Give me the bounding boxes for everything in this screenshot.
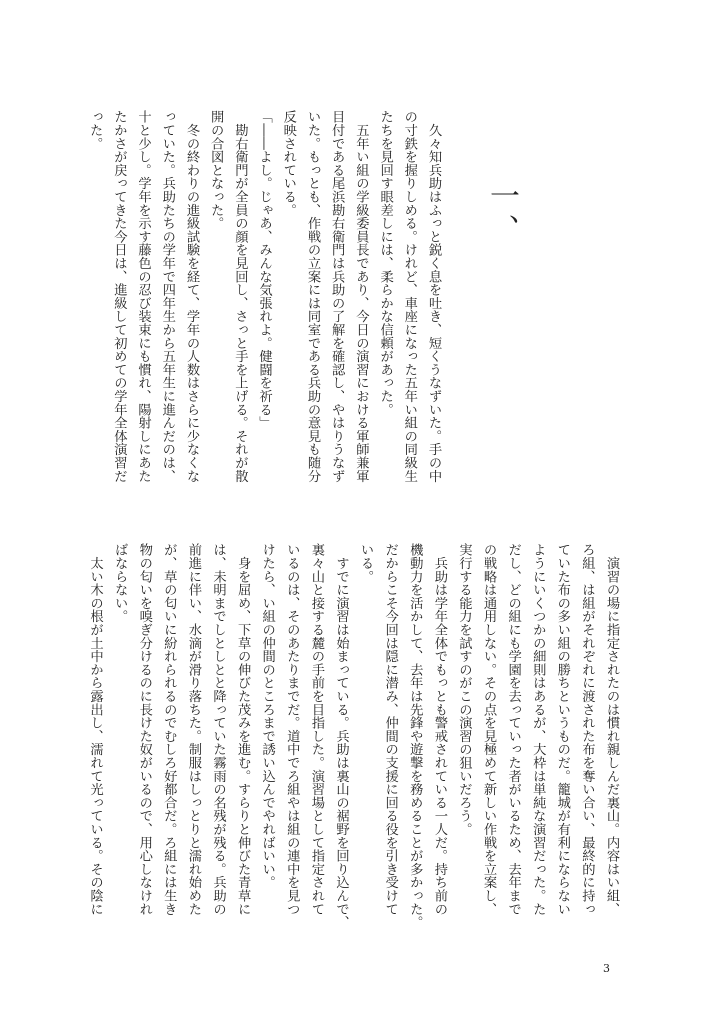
text-line: った。 — [87, 110, 103, 150]
text-line: けたら、い組の仲間のところまで誘い込んでやればいい。 — [259, 543, 275, 889]
text-line: 身を屈め、下草の伸びた茂みを進む。すらりと伸びた青草に — [235, 543, 251, 916]
text-line: ようにいくつかの細則はあるが、大枠は単純な演習だった。た — [530, 543, 546, 916]
text-line: 機動力を活かして、去年は先鋒や遊撃を務めることが多かった。 — [407, 543, 423, 929]
text-line: だし、どの組にも学園を去っていった者がいるため、去年まで — [505, 543, 521, 916]
text-line: 反映されている。 — [280, 110, 296, 217]
text-line: いる。 — [358, 543, 374, 583]
text-line: っていた。兵助たちの学年で四年生から五年生に進んだのは、 — [159, 110, 175, 483]
text-line: 目付である尾浜勘右衛門は兵助の了解を確認し、やはりうなず — [329, 110, 345, 483]
page-number: 3 — [603, 962, 610, 975]
text-line: 物の匂いを嗅ぎ分けるのに長けた奴がいるので、用心しなけれ — [136, 543, 152, 916]
text-line: 久々知兵助はふっと鋭く息を吐き、短くうなずいた。手の中 — [426, 110, 441, 483]
top-text-block — [82, 110, 445, 505]
text-line: ろ組、は組がそれぞれに渡された布を奪い合い、最終的に持っ — [579, 543, 595, 916]
chapter-title: 一、 — [484, 180, 519, 248]
text-line: だからこそ今回は隠に潜み、仲間の支援に回る役を引き受けて — [382, 543, 398, 916]
text-line: 裏々山と接する麓の手前を目指した。演習場として指定されて — [308, 543, 324, 916]
text-line: すでに演習は始まっている。兵助は裏山の裾野を回り込んで、 — [333, 543, 349, 929]
text-line: 十と少し。学年を示す藤色の忍び装束にも慣れ、陽射しにあた — [135, 110, 151, 483]
text-line: 五年い組の学級委員長であり、今日の演習における軍師兼軍 — [353, 110, 369, 483]
text-line: ばならない。 — [112, 543, 128, 623]
text-line: たちを見回す眼差しには、柔らかな信頼があった。 — [377, 110, 393, 416]
text-line: の寸鉄を握りしめる。けれど、車座になった五年い組の同級生 — [401, 110, 417, 483]
text-line: 実行する能力を試すのがこの演習の狙いだろう。 — [456, 543, 472, 836]
text-line: 太い木の根が土中から露出し、濡れて光っている。その陰に — [87, 543, 103, 916]
text-line: 兵助は学年全体でもっとも警戒されている一人だ。持ち前の — [431, 543, 447, 916]
text-line: 冬の終わりの進級試験を経て、学年の人数はさらに少なくな — [183, 110, 199, 483]
text-line: たかさが戻ってきた今日は、進級して初めての学年全体演習だ — [111, 110, 127, 483]
text-line: の戦略は通用しない。その点を見極めて新しい作戦を立案し、 — [481, 543, 497, 916]
text-line: いるのは、そのあたりまでだ。道中でろ組やは組の連中を見つ — [284, 543, 300, 916]
text-line: 前進に伴い、水滴が滑り落ちた。制服はしっとりと濡れ始めた — [185, 543, 201, 916]
text-line: は、未明までしとしとと降っていた霧雨の名残が残る。兵助の — [210, 543, 226, 916]
text-line: 「――よし。じゃあ、みんな気張れよ。健闘を祈る」 — [256, 110, 272, 430]
text-line: 開の合図となった。 — [208, 110, 224, 230]
text-line: が、草の匂いに紛れられるのでむしろ好都合だ。ろ組には生き — [161, 543, 177, 916]
text-line: ていた布の多い組の勝ちというものだ。籠城が有利にならない — [554, 543, 570, 916]
text-line: 勘右衛門が全員の顔を見回し、さっと手を上げる。それが散 — [232, 110, 248, 483]
text-line: 演習の場に指定されたのは慣れ親しんだ裏山。内容はい組、 — [604, 543, 619, 916]
bottom-text-block — [82, 543, 623, 938]
text-line: いた。もっとも、作戦の立案には同室である兵助の意見も随分 — [304, 110, 320, 483]
